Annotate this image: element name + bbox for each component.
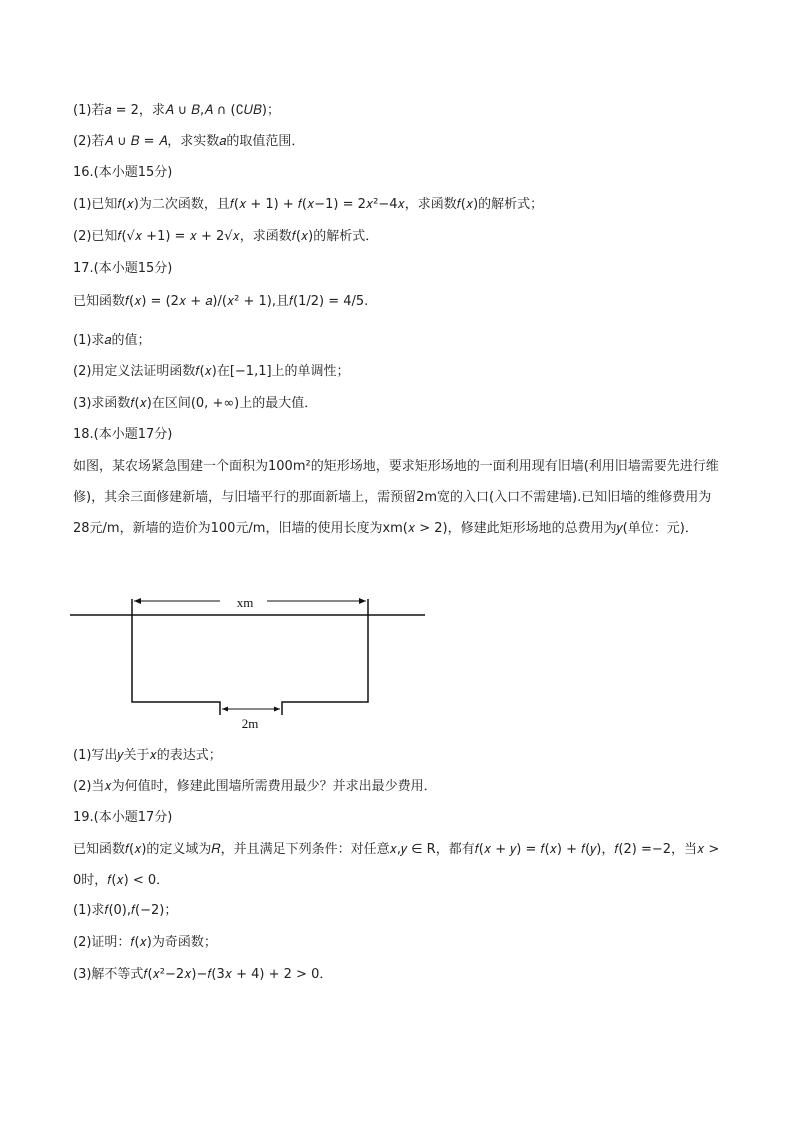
q19-heading: 19.(本小题17分) [73,810,173,825]
q17-part1: (1)求𝑎的值； [73,333,151,348]
new-wall-left [132,599,220,715]
gap-arrow-left-icon [222,707,228,712]
q18-heading: 18.(本小题17分) [73,427,173,442]
field-diagram [70,592,430,741]
q15-part2: (2)若𝐴 ∪ 𝐵 = 𝐴，求实数𝑎的取值范围． [73,134,305,149]
q19-part1: (1)求𝑓(0),𝑓(−2)； [73,903,178,918]
q18-part2: (2)当𝑥为何值时，修建此围墙所需费用最少？并求出最少费用． [73,779,437,794]
q19-stem: 已知函数𝑓(𝑥)的定义域为𝑅，并且满足下列条件：对任意𝑥,𝑦 ∈ R，都有𝑓(𝑥 + 𝑦) = 𝑓(𝑥) + 𝑓(𝑦)，𝑓(2) =−2，当𝑥 > 0时，𝑓(𝑥) < 0． [73,842,720,888]
q17-stem: 已知函数𝑓(𝑥) = (2𝑥 + 𝑎)/(𝑥² + 1),且𝑓(1/2) = 4/5. [73,294,369,309]
q19-part2: (2)证明：𝑓(𝑥)为奇函数； [73,935,217,950]
xm-label: xm [236,595,254,610]
q16-part2: (2)已知𝑓(√𝑥 +1) = 𝑥 + 2√𝑥，求函数𝑓(𝑥)的解析式． [73,229,379,244]
q18-stem: 如图，某农场紧急围建一个面积为100m²的矩形场地，要求矩形场地的一面利用现有旧墙(利用旧墙需要先进行维修)，其余三面修建新墙，与旧墙平行的那面新墙上，需预留2m宽的入口(入口不需建墙).已知旧墙的维修费用为28元/m，新墙的造价为100元/m，旧墙的使用长度为xm(𝑥 > 2)，修建此矩形场地的总费用为𝑦(单位：元)． [73,459,719,536]
q17-heading: 17.(本小题15分) [73,261,173,276]
q15-part1: (1)若𝑎 = 2，求𝐴 ∪ 𝐵,𝐴 ∩ (∁𝑈𝐵)； [73,103,280,118]
arrow-right-icon [359,598,366,604]
q16-part1: (1)已知𝑓(𝑥)为二次函数，且𝑓(𝑥 + 1) + 𝑓(𝑥−1) = 2𝑥²−4𝑥，求函数𝑓(𝑥)的解析式； [73,197,544,212]
q18-part1: (1)写出𝑦关于𝑥的表达式； [73,748,222,763]
arrow-left-icon [134,598,141,604]
q17-part3: (3)求函数𝑓(𝑥)在区间(0, +∞)上的最大值． [73,396,318,411]
new-wall-right [282,599,368,715]
q16-heading: 16.(本小题15分) [73,165,173,180]
q17-part2: (2)用定义法证明函数𝑓(𝑥)在[−1,1]上的单调性； [73,364,350,379]
field-diagram-svg [70,592,430,737]
q19-part3: (3)解不等式𝑓(𝑥²−2𝑥)−𝑓(3𝑥 + 4) + 2 > 0． [73,967,333,982]
gap-label: 2m [241,716,259,731]
gap-arrow-right-icon [274,707,280,712]
